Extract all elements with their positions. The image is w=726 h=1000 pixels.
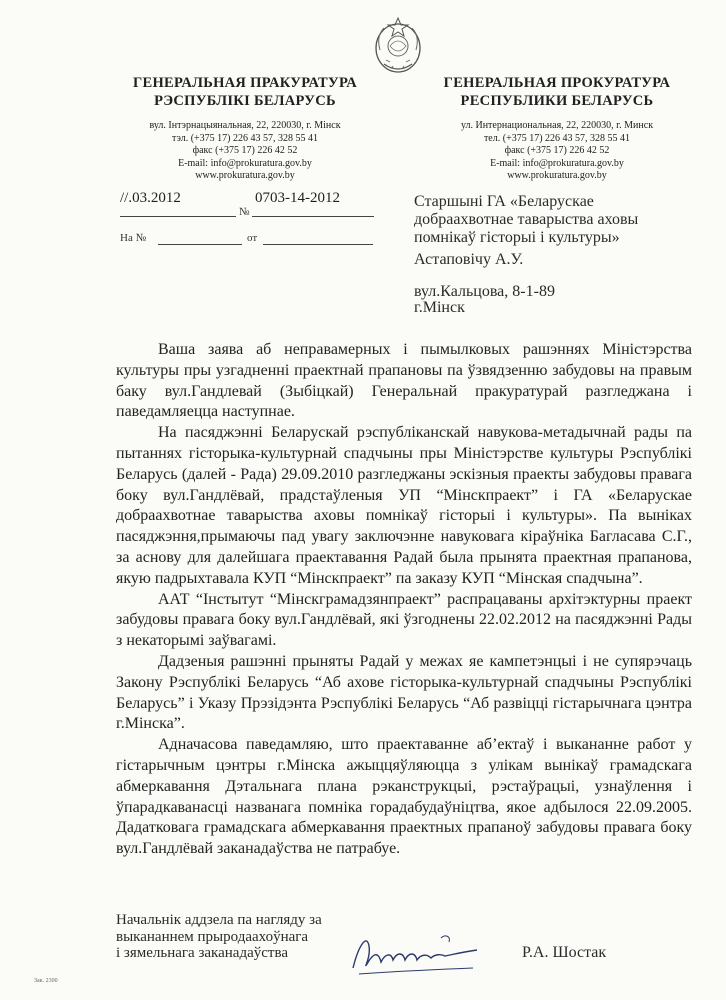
org-website: www.prokuratura.gov.by	[195, 170, 295, 182]
body-paragraph: Дадзеныя рашэнні прыняты Радай у межах яе кампетэнцыі і не супярэчаць Закону Рэспублікі Беларусь “Аб ахове гісторыка-культурнай спадчыны Рэспублікі Беларусь” і Указу Прэзідэнта Рэспублікі Беларусь “Аб развіцці гістарычнага цэнтра г.Мінска”.	[116, 652, 692, 733]
org-address: вул. Інтэрнацыянальная, 22, 220030, г. Мінск	[149, 120, 341, 131]
header-russian	[432, 74, 682, 183]
org-email: E-mail: info@prokuratura.gov.by	[490, 157, 624, 169]
org-contacts	[120, 120, 370, 183]
org-name-line1: ГЕНЕРАЛЬНАЯ ПРАКУРАТУРА	[132, 75, 358, 91]
outgoing-number: 0703-14-2012	[255, 190, 340, 206]
org-name-line2: РЕСПУБЛИКИ БЕЛАРУСЬ	[460, 93, 654, 109]
signer-position-line: выкананнем прыродаахоўнага	[116, 928, 309, 945]
org-address: ул. Интернациональная, 22, 220030, г. Минск	[460, 120, 654, 131]
signer-position-line: Начальнік аддзела па нагляду за	[116, 912, 322, 928]
recipient-line: добраахвотнае таварыства аховы	[414, 211, 639, 228]
header-belarusian	[120, 74, 370, 183]
org-email: E-mail: info@prokuratura.gov.by	[178, 157, 312, 169]
recipient-street: вул.Кальцова, 8-1-89	[414, 283, 555, 300]
ref-date-underline	[263, 244, 373, 245]
recipient-name: Астаповічу А.У.	[414, 251, 524, 268]
ref-number-label: На №	[120, 232, 147, 244]
signer-name: Р.А. Шостак	[522, 944, 607, 961]
recipient-org	[414, 193, 638, 247]
number-underline	[252, 216, 374, 217]
signer-position	[116, 912, 366, 962]
org-contacts	[432, 120, 682, 183]
body-paragraph: ААТ “Інстытут “Мінскграмадзянпраект” распрацаваны архітэктурны праект забудовы правага боку вул.Гандлёвай, які ўзгоднены 22.02.2012 на пасяджэнні Рады з некаторымі заўвагамі.	[116, 590, 692, 650]
org-name-line2: РЭСПУБЛІКІ БЕЛАРУСЬ	[154, 93, 336, 109]
ref-date-label: от	[247, 232, 258, 244]
org-phone: тэл. (+375 17) 226 43 57, 328 55 41	[171, 132, 319, 144]
form-code: Зак. 2300	[34, 978, 58, 984]
org-name-line1: ГЕНЕРАЛЬНАЯ ПРОКУРАТУРА	[443, 75, 671, 91]
body-paragraph: Ваша заява аб неправамерных і пымылковых рашэннях Міністэрства культуры пры узгадненні праектнай прапановы па ўзвядзенню забудовы на правым баку вул.Гандлевай (Зыбіцкай) Генеральнай пракуратурай разгледжана і паведамляецца наступнае.	[116, 341, 692, 421]
org-fax: факс (+375 17) 226 42 52	[504, 145, 610, 157]
body-paragraph: На пасяджэнні Беларускай рэспубліканскай навукова-метадычнай рады па пытаннях гісторыка-культурнай спадчыны пры Міністэрстве культуры Рэспублікі Беларусь (далей - Рада) 29.09.2010 разгледжаны эскізныя праекты забудовы правага боку вул.Гандлёвай, прадстаўленыя УП “Мінскпраект” і ГА «Беларускае добраахвотнае таварыства аховы помнікаў гісторыі і культуры». Па выніках пасяджэння,прымаючы пад увагу заключэнне навуковага кіраўніка Багласава С.Г., за аснову для далейшага праектавання Радай была прынята праектная прапанова, якую падрыхтавала КУП “Мінскпраект” па заказу КУП “Мінская спадчына”.	[116, 424, 692, 587]
org-fax: факс (+375 17) 226 42 52	[192, 145, 298, 157]
org-phone: тел. (+375 17) 226 43 57, 328 55 41	[483, 132, 631, 144]
date-underline	[120, 216, 236, 217]
handwritten-signature	[345, 924, 485, 984]
signer-position-line: і зямельнага заканадаўства	[116, 945, 288, 961]
state-emblem-icon	[370, 14, 426, 76]
outgoing-date: //.03.2012	[120, 190, 181, 206]
number-label: №	[239, 206, 250, 218]
letter-body	[116, 340, 692, 860]
recipient-city: г.Мінск	[414, 299, 465, 316]
ref-number-underline	[158, 244, 242, 245]
recipient-line: Старшыні ГА «Беларускае	[414, 193, 594, 210]
body-paragraph: Адначасова паведамляю, што праектаванне аб’ектаў і выкананне работ у гістарычным цэнтры г.Мінска ажыццяўляюцца з улікам вынікаў грамадскага абмеркавання Дэтальнага плана рэканструкцыі, рэстаўрацыі, узнаўлення і ўпарадкаванасці названага помніка горадабудаўніцтва, якое адбылося 22.09.2005. Дадатковага грамадскага абмеркавання праектных прапаноў забудовы правага боку вул.Гандлёвай заканадаўства не патрабуе.	[116, 736, 692, 858]
org-website: www.prokuratura.gov.by	[507, 170, 607, 182]
recipient-line: помнікаў гісторыі і культуры»	[414, 229, 620, 246]
